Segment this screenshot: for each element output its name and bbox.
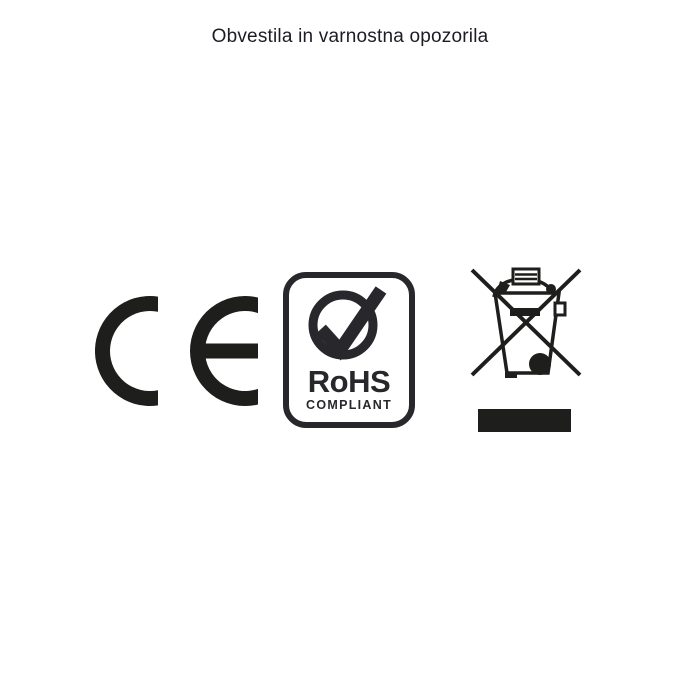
- page-title: Obvestila in varnostna opozorila: [211, 26, 489, 47]
- rohs-compliant-label: COMPLIANT: [306, 398, 392, 412]
- rohs-label: RoHS: [307, 364, 391, 399]
- weee-black-bar: [478, 409, 571, 432]
- check-circle-icon: [290, 281, 408, 369]
- ce-mark-icon: [95, 291, 265, 411]
- weee-bin-icon: [460, 258, 590, 438]
- rohs-badge: [283, 272, 415, 428]
